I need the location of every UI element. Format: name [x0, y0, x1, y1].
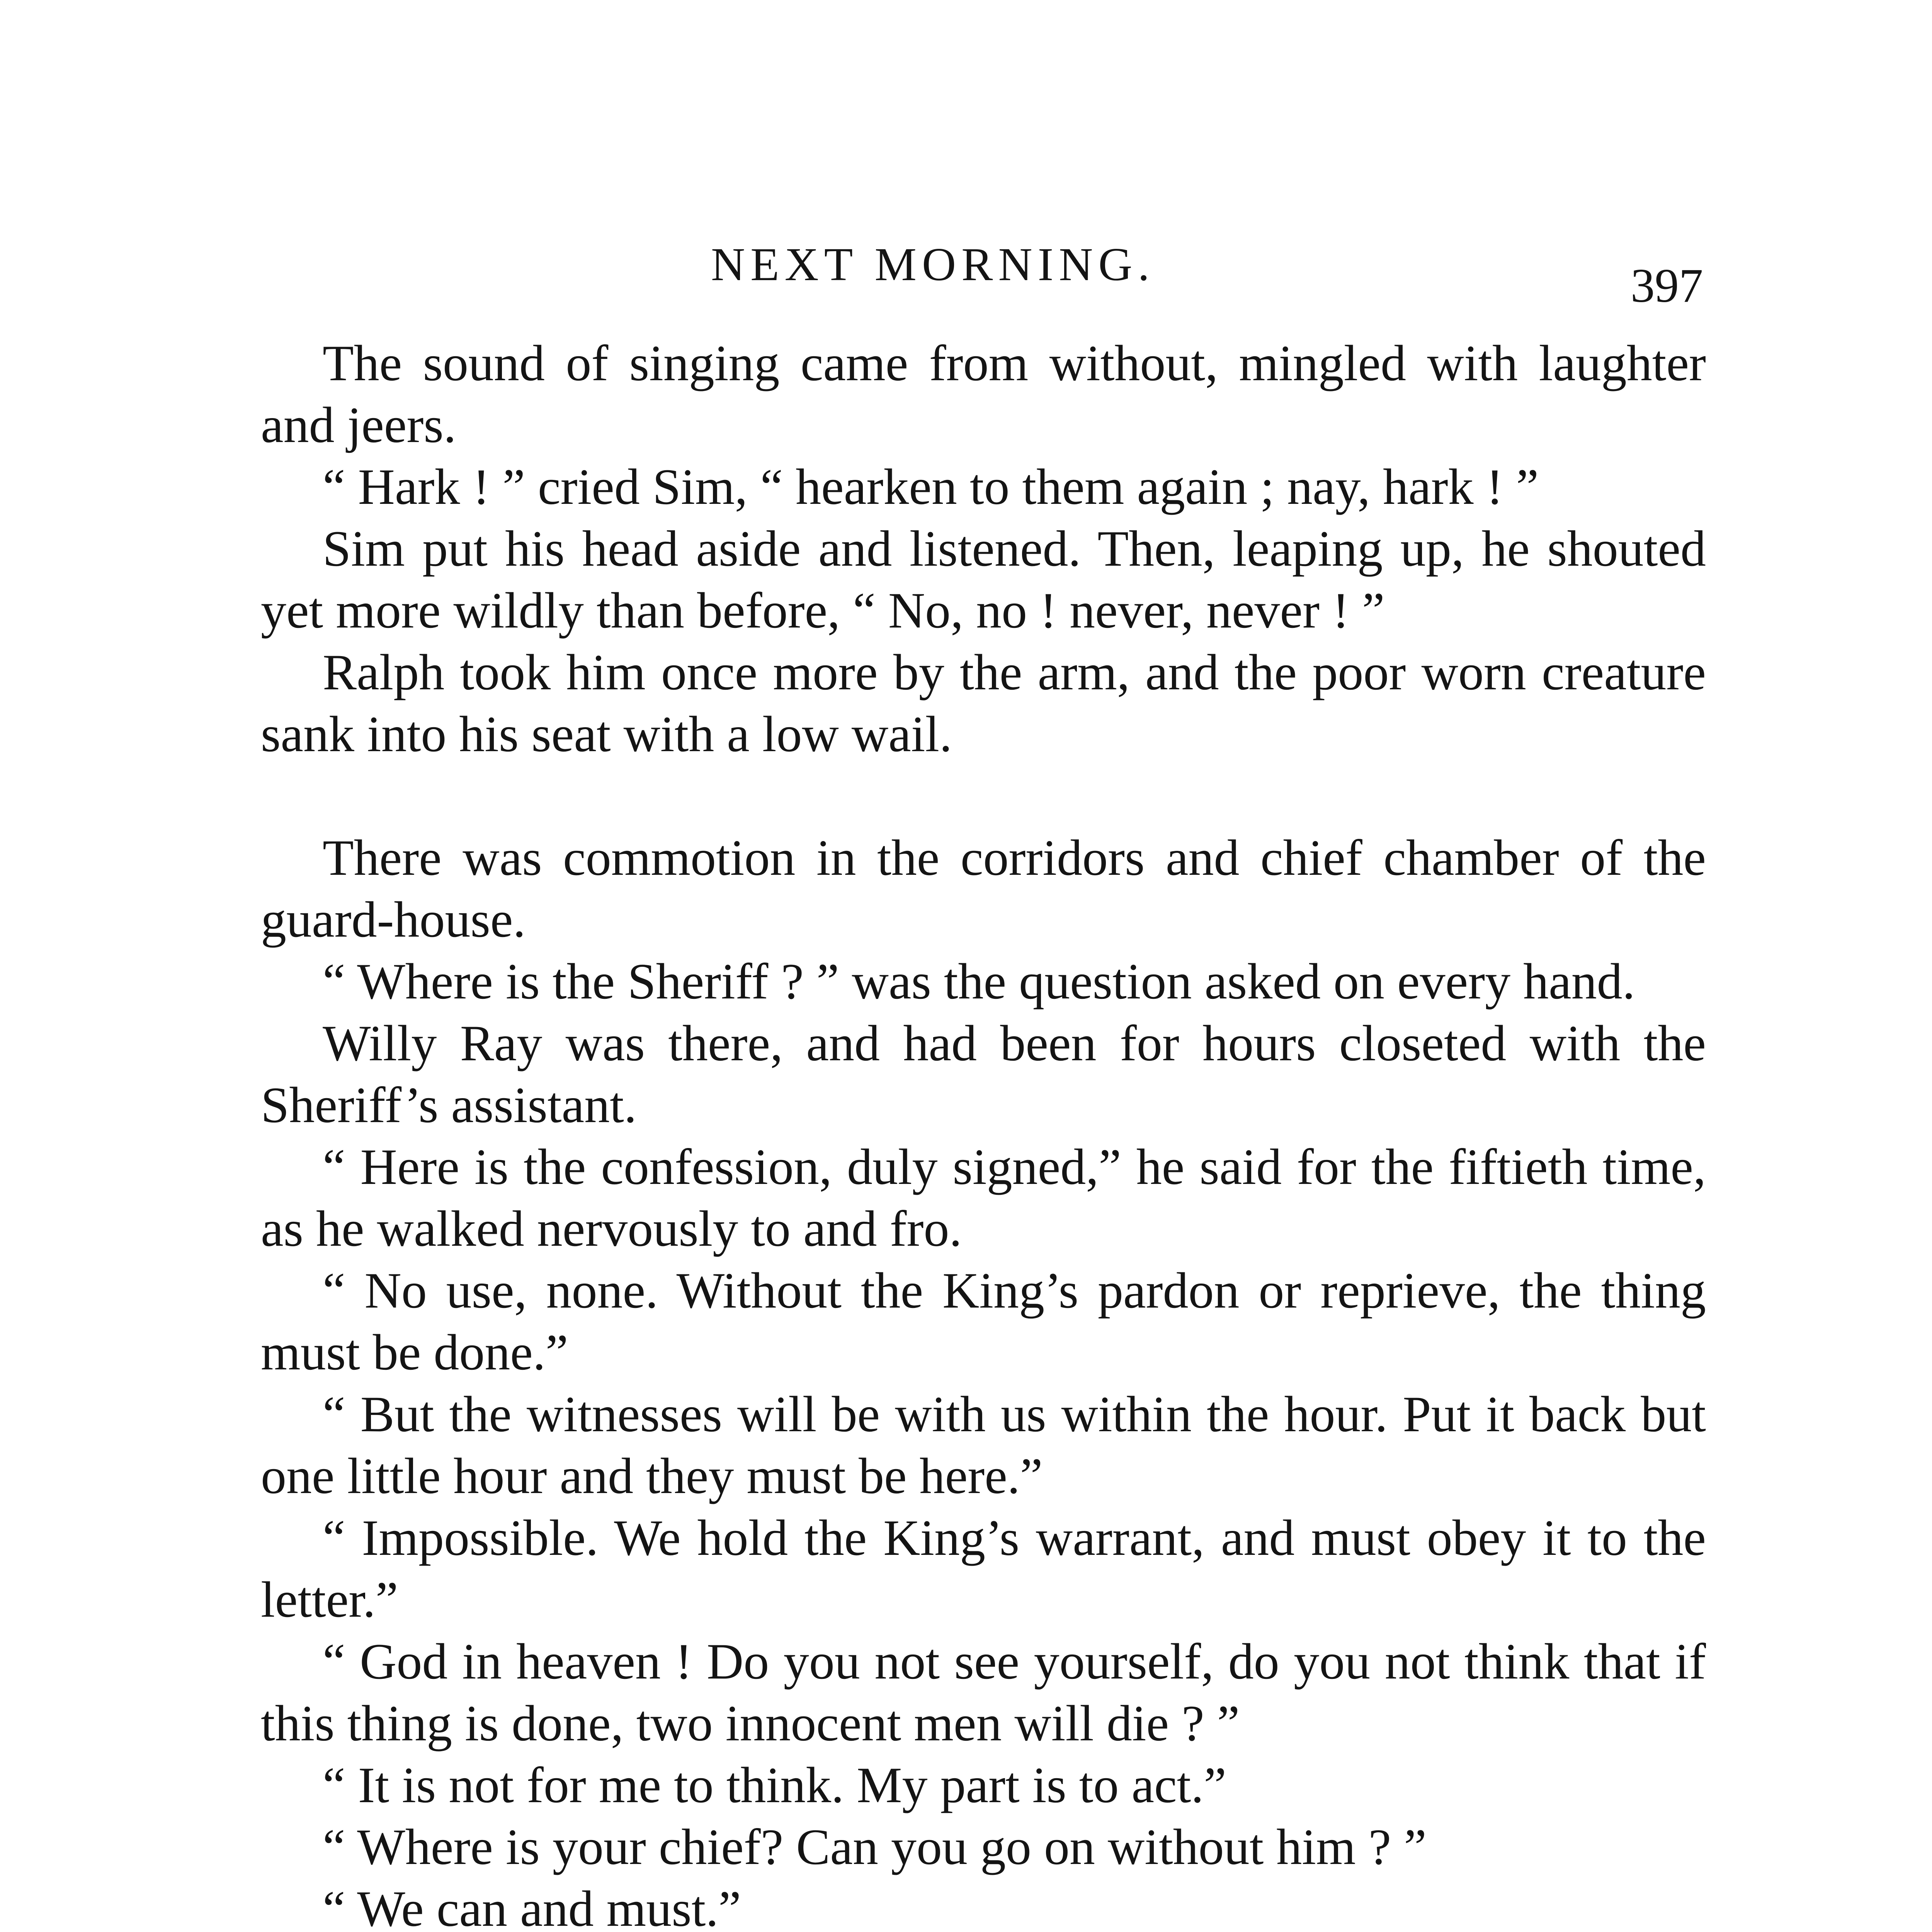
paragraph: Ralph took him once more by the arm, and the poor worn creature sank into his seat with a low wail. — [261, 644, 1706, 762]
paragraph: “ Where is the Sheriff ? ” was the question asked on every hand. — [323, 953, 1635, 1010]
running-title: NEXT MORNING. — [711, 238, 1155, 291]
paragraph: “ Where is your chief? Can you go on without him ? ” — [323, 1818, 1427, 1875]
paragraph: The sound of singing came from without, mingled with laughter and jeers. — [261, 335, 1706, 453]
paragraph: “ But the witnesses will be with us within the hour. Put it back but one little hour and they must be here.” — [261, 1386, 1706, 1504]
running-head — [0, 232, 1932, 313]
paragraph: Willy Ray was there, and had been for hours closeted with the Sheriff’s assistant. — [261, 1015, 1706, 1133]
paragraph: Sim put his head aside and listened. Then, leaping up, he shouted yet more wildly than before, “ No, no ! never, never ! ” — [261, 520, 1706, 639]
page-number: 397 — [1631, 259, 1703, 313]
paragraph: “ Impossible. We hold the King’s warrant, and must obey it to the letter.” — [261, 1509, 1706, 1628]
paragraph: “ It is not for me to think. My part is to act.” — [323, 1757, 1226, 1813]
paragraph: There was commotion in the corridors and chief chamber of the guard-house. — [261, 829, 1706, 948]
paragraph: “ Here is the confession, duly signed,” he said for the fiftieth time, as he walked nervously to and fro. — [261, 1138, 1706, 1257]
paragraph: “ God in heaven ! Do you not see yourself, do you not think that if this thing is done, two innocent men will die ? ” — [261, 1633, 1706, 1752]
paragraph: “ We can and must.” — [323, 1880, 741, 1932]
section-break — [261, 765, 1706, 827]
body-text — [261, 332, 1706, 1932]
paragraph: “ Hark ! ” cried Sim, “ hearken to them again ; nay, hark ! ” — [323, 458, 1539, 515]
paragraph: “ No use, none. Without the King’s pardon or reprieve, the thing must be done.” — [261, 1262, 1706, 1381]
